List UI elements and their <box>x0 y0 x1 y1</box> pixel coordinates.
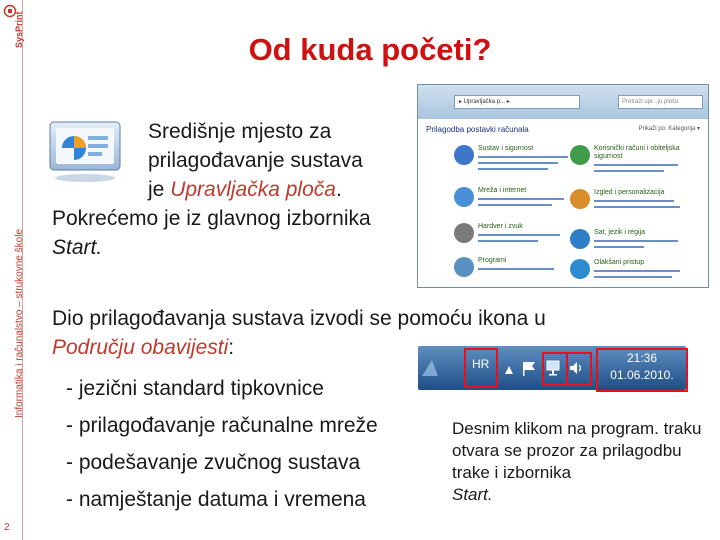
intro-line-3-suffix: . <box>335 178 342 201</box>
view-by-selector[interactable]: Prikaži po: Kategorija ▾ <box>638 126 700 132</box>
list-item: - namještanje datuma i vremena <box>66 488 366 511</box>
control-panel-window <box>417 84 709 288</box>
intro-line-4: Pokrećemo je iz glavnog izbornika <box>52 207 371 230</box>
cp-item-system-security[interactable] <box>454 145 586 175</box>
cp-item-label: Sustav i sigurnost <box>478 145 534 152</box>
note-start: Start. <box>452 485 493 504</box>
cp-item-link <box>594 170 664 172</box>
paint-icon <box>570 189 590 209</box>
speaker-icon[interactable] <box>569 361 585 375</box>
flag-icon[interactable] <box>521 360 537 378</box>
intro-line-5: Start. <box>52 236 103 259</box>
cp-item-appearance[interactable] <box>570 189 702 219</box>
programs-icon <box>454 257 474 277</box>
clock-globe-icon <box>570 229 590 249</box>
cp-item-label: Mreža i internet <box>478 187 527 194</box>
users-icon <box>570 145 590 165</box>
cp-item-link <box>478 204 552 206</box>
cp-item-link <box>478 198 564 200</box>
cp-item-label: Hardver i zvuk <box>478 223 523 230</box>
cp-item-link <box>594 276 672 278</box>
list-item: - jezični standard tipkovnice <box>66 377 324 400</box>
globe-icon <box>454 187 474 207</box>
cp-item-label: Programi <box>478 257 507 264</box>
network-icon[interactable] <box>546 360 560 376</box>
right-click-note <box>452 418 702 506</box>
cp-item-link <box>478 168 548 170</box>
notification-area-term: Području obavijesti <box>52 336 229 359</box>
intro-paragraph <box>52 117 422 262</box>
list-item: - prilagođavanje računalne mreže <box>66 414 378 437</box>
cp-item-programs[interactable] <box>454 257 586 287</box>
notification-suffix: : <box>228 336 235 359</box>
control-panel-toolbar <box>418 85 708 119</box>
taskbar-edge-icon <box>422 360 438 376</box>
cp-item-link <box>478 162 558 164</box>
intro-line-3 <box>52 175 422 204</box>
cp-item-link <box>594 200 674 202</box>
side-label: Informatika i računalstvo – strukovne škole <box>14 229 25 418</box>
intro-line-1: Središnje mjesto za <box>148 120 332 143</box>
cp-item-label: Olakšani pristup <box>594 259 645 266</box>
cp-item-link <box>594 164 678 166</box>
note-text: Desnim klikom na program. traku otvara se prozor za prilagodbu trake i izbornika <box>452 419 702 482</box>
shield-icon <box>454 145 474 165</box>
control-panel-term: Upravljačka ploča <box>170 178 336 201</box>
accessibility-icon <box>570 259 590 279</box>
cp-item-link <box>594 270 680 272</box>
control-panel-body <box>418 119 708 287</box>
clock-time: 21:36 <box>626 351 658 365</box>
cp-item-link <box>478 268 554 270</box>
cp-item-link <box>594 206 680 208</box>
cp-item-link <box>478 234 560 236</box>
list-item: - podešavanje zvučnog sustava <box>66 451 361 474</box>
cp-item-link <box>478 240 538 242</box>
search-input[interactable]: Pretraži upr...ju ploču <box>618 95 703 109</box>
intro-line-3-prefix: je <box>148 178 171 201</box>
cp-item-network[interactable] <box>454 187 586 217</box>
cp-item-label: Izgled i personalizacija <box>594 189 665 196</box>
cp-item-hardware-sound[interactable] <box>454 223 586 253</box>
clock-date: 01.06.2010. <box>610 368 674 382</box>
cp-item-link <box>594 246 644 248</box>
notification-prefix: Dio prilagođavanja sustava izvodi se pomoću ikona u <box>52 307 546 330</box>
intro-line-2: prilagođavanje sustava <box>148 149 363 172</box>
bullet-list <box>66 370 378 518</box>
cp-item-user-accounts[interactable] <box>570 145 702 175</box>
logo-text: SysPrint <box>14 11 24 48</box>
page-number: 2 <box>4 522 10 533</box>
cp-item-ease-of-access[interactable] <box>570 259 702 288</box>
show-hidden-icons-icon[interactable] <box>503 362 515 378</box>
cp-item-label: Sat, jezik i regija <box>594 229 645 236</box>
cp-item-link <box>594 240 678 242</box>
cp-item-link <box>478 156 568 158</box>
slide-title: Od kuda početi? <box>248 32 492 67</box>
control-panel-heading: Prilagodba postavki računala <box>426 125 529 134</box>
cp-item-label: Korisnički računi i obiteljska sigurnost <box>594 145 680 160</box>
printer-icon <box>454 223 474 243</box>
cp-item-clock-language[interactable] <box>570 229 702 259</box>
language-indicator[interactable]: HR <box>472 357 490 371</box>
taskbar-clock[interactable] <box>602 350 682 384</box>
address-bar[interactable]: ▸ Upravljačka p... ▸ <box>454 95 580 109</box>
